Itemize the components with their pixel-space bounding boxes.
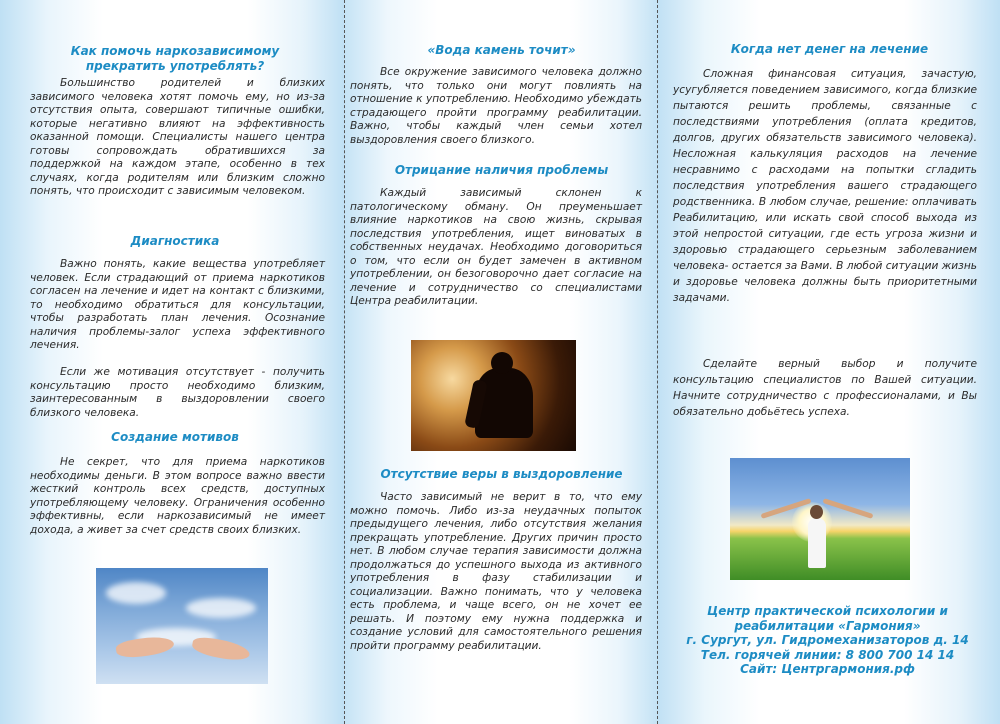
paragraph-no-faith: Часто зависимый не верит в то, что ему можно помочь. Либо из-за неудачных попыток предыдущего лечения, либо отсутствия желания прекращать употребление. Других причин просто нет. В любом случае терапия зависимости должна продолжаться до успешного выхода из активного употребления в фазу стабилизации и социализации. Важно понимать, что у человека есть проблема, и чаще всего, он не хочет ее решать. И поэтому ему нужна поддержка и создание условий для самостоятельного решения пройти программу реабилитации. xyxy=(350,491,642,652)
sad-man-photo xyxy=(411,340,576,451)
paragraph-water-stone: Все окружение зависимого человека должно понять, что только они могут повлиять на отношение к употреблению. Необходимо убеждать страдающего пройти программу реабилитации. Важно, чтобы каждый член семьи хотел выздоровления своего близкого. xyxy=(350,66,642,146)
paragraph-motives: Не секрет, что для приема наркотиков необходимы деньги. В этом вопросе важно ввести жесткий контроль всех средств, доступных употребляющему человеку. Ограничения особенно эффективны, если наркозависимый не имеет дохода, а живет за счет средств своих близких. xyxy=(30,456,325,536)
fold-line-left xyxy=(344,0,345,724)
section-title-how-to-help: Как помочь наркозависимому прекратить употреблять? xyxy=(70,44,280,73)
contact-address: г. Сургут, ул. Гидромеханизаторов д. 14 xyxy=(686,633,969,647)
fold-line-right xyxy=(657,0,658,724)
section-title-motives: Создание мотивов xyxy=(111,430,239,444)
paragraph-no-money: Сложная финансовая ситуация, зачастую, усугубляется поведением зависимого, когда близкие пытаются решить проблемы, связанные с последствиями употребления (оплата кредитов, долгов, других обязательств зависимого человека). Несложная калькуляция расходов на лечение несравнимо с расходами на попытки сгладить последствия употребления вашего страдающего родственника. В любом случае, решение: оплачивать Реабилитацию, или искать свой способ выхода из этой непростой ситуации, где есть угроза жизни и здоровью страдающего серьезным заболеванием человека- остается за Вами. В любой ситуации жизнь и здоровье человека должны быть приоритетными задачами. xyxy=(673,68,977,304)
section-title-no-faith: Отсутствие веры в выздоровление xyxy=(380,467,623,481)
paragraph-denial: Каждый зависимый склонен к патологическому обману. Он преуменьшает влияние наркотиков на свою жизнь, скрывая последствия употребления, ищет виноватых в собственных неудачах. Необходимо договориться о том, что если он будет замечен в активном употреблении, он безоговорочно дает согласие на лечение и сотрудничество со специалистами Центра реабилитации. xyxy=(350,187,642,307)
contact-phone[interactable]: Тел. горячей линии: 8 800 700 14 14 xyxy=(700,647,955,662)
contact-org-line-1: Центр практической психологии и xyxy=(707,604,948,618)
section-title-denial: Отрицание наличия проблемы xyxy=(394,163,609,177)
contact-website[interactable]: Сайт: Центргармония.рф xyxy=(740,662,915,676)
paragraph-diagnostics-1: Важно понять, какие вещества употребляет человек. Если страдающий от приема наркотиков согласен на лечение и идет на контакт с близкими, то необходимо обратиться для консультации, чтобы разработать план лечения. Осознание наличия проблемы-залог успеха эффективного лечения. xyxy=(30,258,325,351)
freedom-photo xyxy=(730,458,910,580)
left-panel xyxy=(0,0,344,724)
contact-block xyxy=(680,604,975,677)
handshake-photo xyxy=(96,568,268,684)
paragraph-make-choice: Сделайте верный выбор и получите консультацию специалистов по Вашей ситуации. Начните сотрудничество с профессионалами, и Вы обязательно добьётесь успеха. xyxy=(673,358,977,418)
section-title-diagnostics: Диагностика xyxy=(130,234,220,248)
section-title-no-money: Когда нет денег на лечение xyxy=(730,42,929,56)
section-title-water-stone: «Вода камень точит» xyxy=(427,43,576,57)
paragraph-how-to-help: Большинство родителей и близких зависимого человека хотят помочь ему, но из-за отсутствия опыта, совершают типичные ошибки, которые негативно влияют на эффективность оказанной помощи. Специалисты нашего центра готовы сопровождать обратившихся за поддержкой на каждом этапе, особенно в тех случаях, когда родителям или близким сложно понять, что происходит с зависимым человеком. xyxy=(30,77,325,197)
paragraph-diagnostics-2: Если же мотивация отсутствует - получить консультацию просто необходимо близким, заинтересованным в выздоровлении своего близкого человека. xyxy=(30,366,325,419)
contact-org-line-2: реабилитации «Гармония» xyxy=(734,618,921,633)
